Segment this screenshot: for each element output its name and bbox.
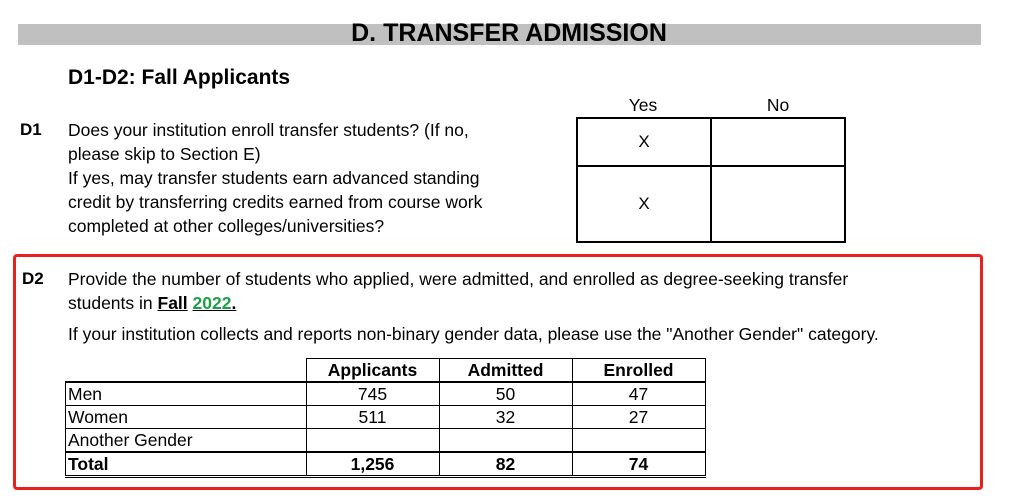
applicants-cell[interactable]: 511	[306, 406, 439, 429]
column-header-enrolled: Enrolled	[572, 359, 705, 383]
enrolled-cell[interactable]	[572, 429, 705, 453]
table-row	[66, 382, 706, 406]
table-row	[66, 429, 706, 453]
admitted-cell[interactable]: 50	[439, 382, 572, 406]
admitted-cell[interactable]: 32	[439, 406, 572, 429]
admitted-cell[interactable]	[439, 429, 572, 453]
column-header-admitted: Admitted	[439, 359, 572, 383]
transfer-applicants-table	[65, 358, 706, 478]
question-d2-line	[68, 291, 848, 315]
applicants-cell[interactable]	[306, 429, 439, 453]
yes-column-header: Yes	[628, 95, 658, 115]
yes-no-answer-table	[576, 117, 846, 243]
term-label: Fall	[157, 293, 188, 313]
subsection-heading: D1-D2: Fall Applicants	[68, 66, 291, 89]
question-d2-prefix: students in	[68, 293, 158, 313]
table-header-row	[66, 359, 706, 383]
total-applicants-cell: 1,256	[306, 452, 439, 477]
question-number-d2: D2	[22, 269, 44, 288]
total-enrolled-cell: 74	[572, 452, 705, 477]
answer-yes-cell[interactable]: X	[577, 118, 711, 166]
answer-row	[577, 166, 845, 242]
enrolled-cell[interactable]: 47	[572, 382, 705, 406]
table-corner	[66, 359, 307, 383]
section-title: D. TRANSFER ADMISSION	[351, 19, 667, 47]
answer-no-cell[interactable]	[711, 166, 845, 242]
question-d1-line: credit by transferring credits earned from course work	[68, 192, 483, 212]
question-d1-line: completed at other colleges/universities?	[68, 216, 385, 236]
total-label: Total	[66, 452, 307, 477]
question-d1-text	[68, 118, 482, 238]
row-label: Another Gender	[66, 429, 307, 453]
question-d1-line: please skip to Section E)	[68, 144, 261, 164]
no-column-header: No	[766, 95, 790, 115]
non-binary-note: If your institution collects and reports non-binary gender data, please use the "Another Gender" category.	[68, 324, 879, 344]
year-label: 2022	[192, 293, 232, 313]
question-number-d1: D1	[20, 120, 42, 139]
question-d1-line: Does your institution enroll transfer students? (If no,	[68, 120, 469, 140]
applicants-cell[interactable]: 745	[306, 382, 439, 406]
row-label: Men	[66, 382, 307, 406]
question-d2-line: Provide the number of students who applied, were admitted, and enrolled as degree-seeking transfer	[68, 269, 849, 289]
total-admitted-cell: 82	[439, 452, 572, 477]
period-label: .	[231, 293, 237, 313]
question-d2-text	[68, 267, 848, 315]
table-row	[66, 406, 706, 429]
answer-no-cell[interactable]	[711, 118, 845, 166]
table-total-row	[66, 452, 706, 477]
answer-yes-cell[interactable]: X	[577, 166, 711, 242]
column-header-applicants: Applicants	[306, 359, 439, 383]
row-label: Women	[66, 406, 307, 429]
enrolled-cell[interactable]: 27	[572, 406, 705, 429]
answer-row	[577, 118, 845, 166]
question-d1-line: If yes, may transfer students earn advanced standing	[68, 168, 480, 188]
